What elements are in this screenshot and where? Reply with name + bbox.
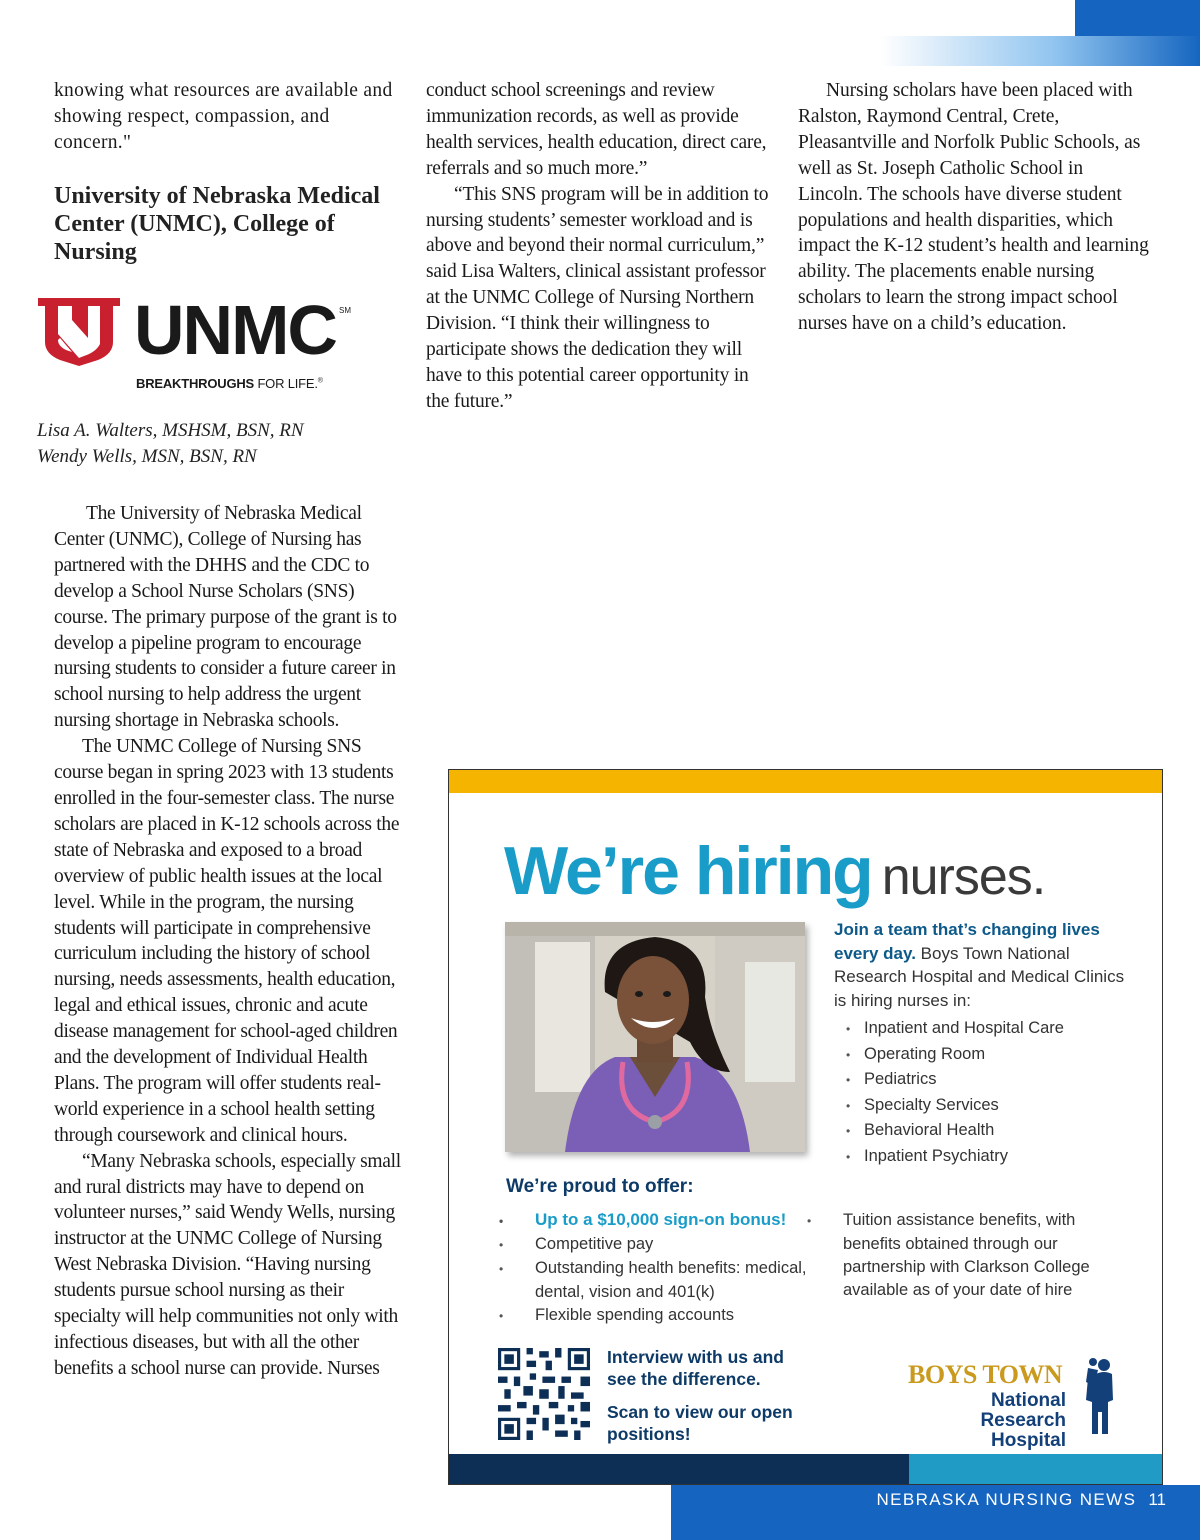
ad-headline [504,832,1045,910]
offer-heading: We’re proud to offer: [506,1176,694,1197]
column-2-body [426,78,774,415]
paragraph: knowing what resources are available and showing respect, compassion, and concern." [54,80,393,153]
qr-code-icon[interactable] [498,1348,590,1440]
list-item: • Pediatrics [834,1067,1064,1093]
brand-line-2: National Research [980,1390,1066,1431]
paragraph: Nursing scholars have been placed with Ralston, Raymond Central, Crete, Pleasantville and Norfolk Public Schools, as well as St. Joseph Catholic School in Lincoln. The schools have diverse student populations and health disparities, which impact the K-12 student’s health and learning ability. The placements enable nursing scholars to learn the strong impact school nurses have on a child’s education. [798,80,1149,335]
headline-light: nurses. [881,848,1046,906]
list-item: • Specialty Services [834,1093,1064,1119]
unmc-shield-icon [36,294,122,366]
offer-list-left [517,1208,817,1328]
tagline-bold: BREAKTHROUGHS [136,376,255,391]
list-item: • Flexible spending accounts [517,1304,817,1328]
author-list [37,418,304,470]
tagline-light: FOR LIFE. [257,376,318,391]
page-number: 11 [1148,1490,1166,1509]
intro-text [834,918,1134,1012]
column-1-body [54,501,406,1382]
unmc-wordmark: UNMC [134,291,336,369]
list-item: • Inpatient and Hospital Care [834,1016,1064,1042]
ad-bottom-stripe-blue [909,1454,1163,1484]
unmc-logo [36,291,356,396]
brand-line-1: BOYS TOWN [908,1360,1063,1389]
paragraph: The UNMC College of Nursing SNS course began in spring 2023 with 13 students enrolled in the four-semester class. The nurse scholars are placed in K-12 schools across the state of Nebraska and exposed to a broad overview of public health issues at the local level. While in the program, the nursing students will participate in comprehensive curriculum including the history of school nursing, needs assessments, health education, legal and ethical issues, chronic and acute disease management for school-aged children and the development of Individual Health Plans. The program will offer students real-world experience in a school health setting through coursework and clinical hours. [54,736,400,1146]
author: Wendy Wells, MSN, BSN, RN [37,446,257,467]
column-3-body [798,78,1150,337]
list-item: • Up to a $10,000 sign-on bonus! [517,1208,817,1233]
footer-running-title [876,1490,1166,1510]
list-item: • Tuition assistance benefits, with benefits obtained through our partnership with Clarkson College available as of your date of hire [825,1209,1125,1302]
cta-scan[interactable]: Scan to view our open positions! [607,1402,793,1444]
headline-strong: We’re hiring [504,833,872,909]
top-corner-block [1075,0,1200,36]
list-item: • Inpatient Psychiatry [834,1144,1064,1170]
list-item: • Outstanding health benefits: medical, dental, vision and 401(k) [517,1257,817,1304]
smiling-nurse-image [505,922,805,1152]
ad-top-stripe [449,770,1162,793]
paragraph: “Many Nebraska schools, especially small and rural districts may have to depend on volunteer nurses,” said Wendy Wells, nursing instructor at the UNMC College of Nursing West Nebraska Division. “Having nursing students pursue school nursing as their specialty will help communities not only with infectious diseases, but with all the other benefits a school nurse can provide. Nurses [54,1150,401,1379]
paragraph: The University of Nebraska Medical Center (UNMC), College of Nursing has partnered with the DHHS and the CDC to develop a School Nurse Scholars (SNS) course. The primary purpose of the grant is to develop a pipeline program to encourage nursing students to consider a future career in school nursing to help address the urgent nursing shortage in Nebraska schools. [54,503,397,732]
section-heading: University of Nebraska Medical Center (UNMC), College of Nursing [54,183,380,265]
trademark: SM [339,306,351,315]
list-item: • Operating Room [834,1042,1064,1068]
brand-line-3: Hospital [991,1430,1066,1451]
intro-rest: Boys Town National Research Hospital and Medical Clinics is hiring nurses in: [834,943,1125,1010]
nurse-photo [505,922,805,1152]
publication-name: NEBRASKA NURSING NEWS [876,1490,1137,1509]
ad-bottom-stripe-navy [449,1454,909,1484]
call-to-action [607,1347,817,1457]
author: Lisa A. Walters, MSHSM, BSN, RN [37,420,304,441]
list-item: • Behavioral Health [834,1118,1064,1144]
offer-list-right [825,1209,1125,1302]
boys-town-logo [904,1360,1124,1450]
list-item: • Competitive pay [517,1233,817,1257]
intro-strong: Join a team that’s changing lives every day. [834,920,1100,963]
paragraph: “This SNS program will be in addition to nursing students’ semester workload and is above and beyond their normal curriculum,” said Lisa Walters, clinical assistant professor at the UNMC College of Nursing Northern Division. “I think their willingness to participate shows the dedication they will have to this potential career opportunity in the future.” [426,183,769,412]
tagline-mark: ® [317,377,323,385]
column-1-top-text [54,78,404,156]
boys-town-hiring-ad[interactable] [448,769,1163,1485]
department-list [834,1016,1064,1170]
top-gradient-bar [880,36,1200,66]
cta-interview: Interview with us and see the difference. [607,1347,784,1389]
boys-town-figure-icon [1082,1356,1118,1438]
paragraph: conduct school screenings and review immunization records, as well as provide health services, health education, direct care, referrals and so much more.” [426,80,767,179]
unmc-tagline [136,376,323,391]
brand-subtitle [904,1391,1066,1451]
